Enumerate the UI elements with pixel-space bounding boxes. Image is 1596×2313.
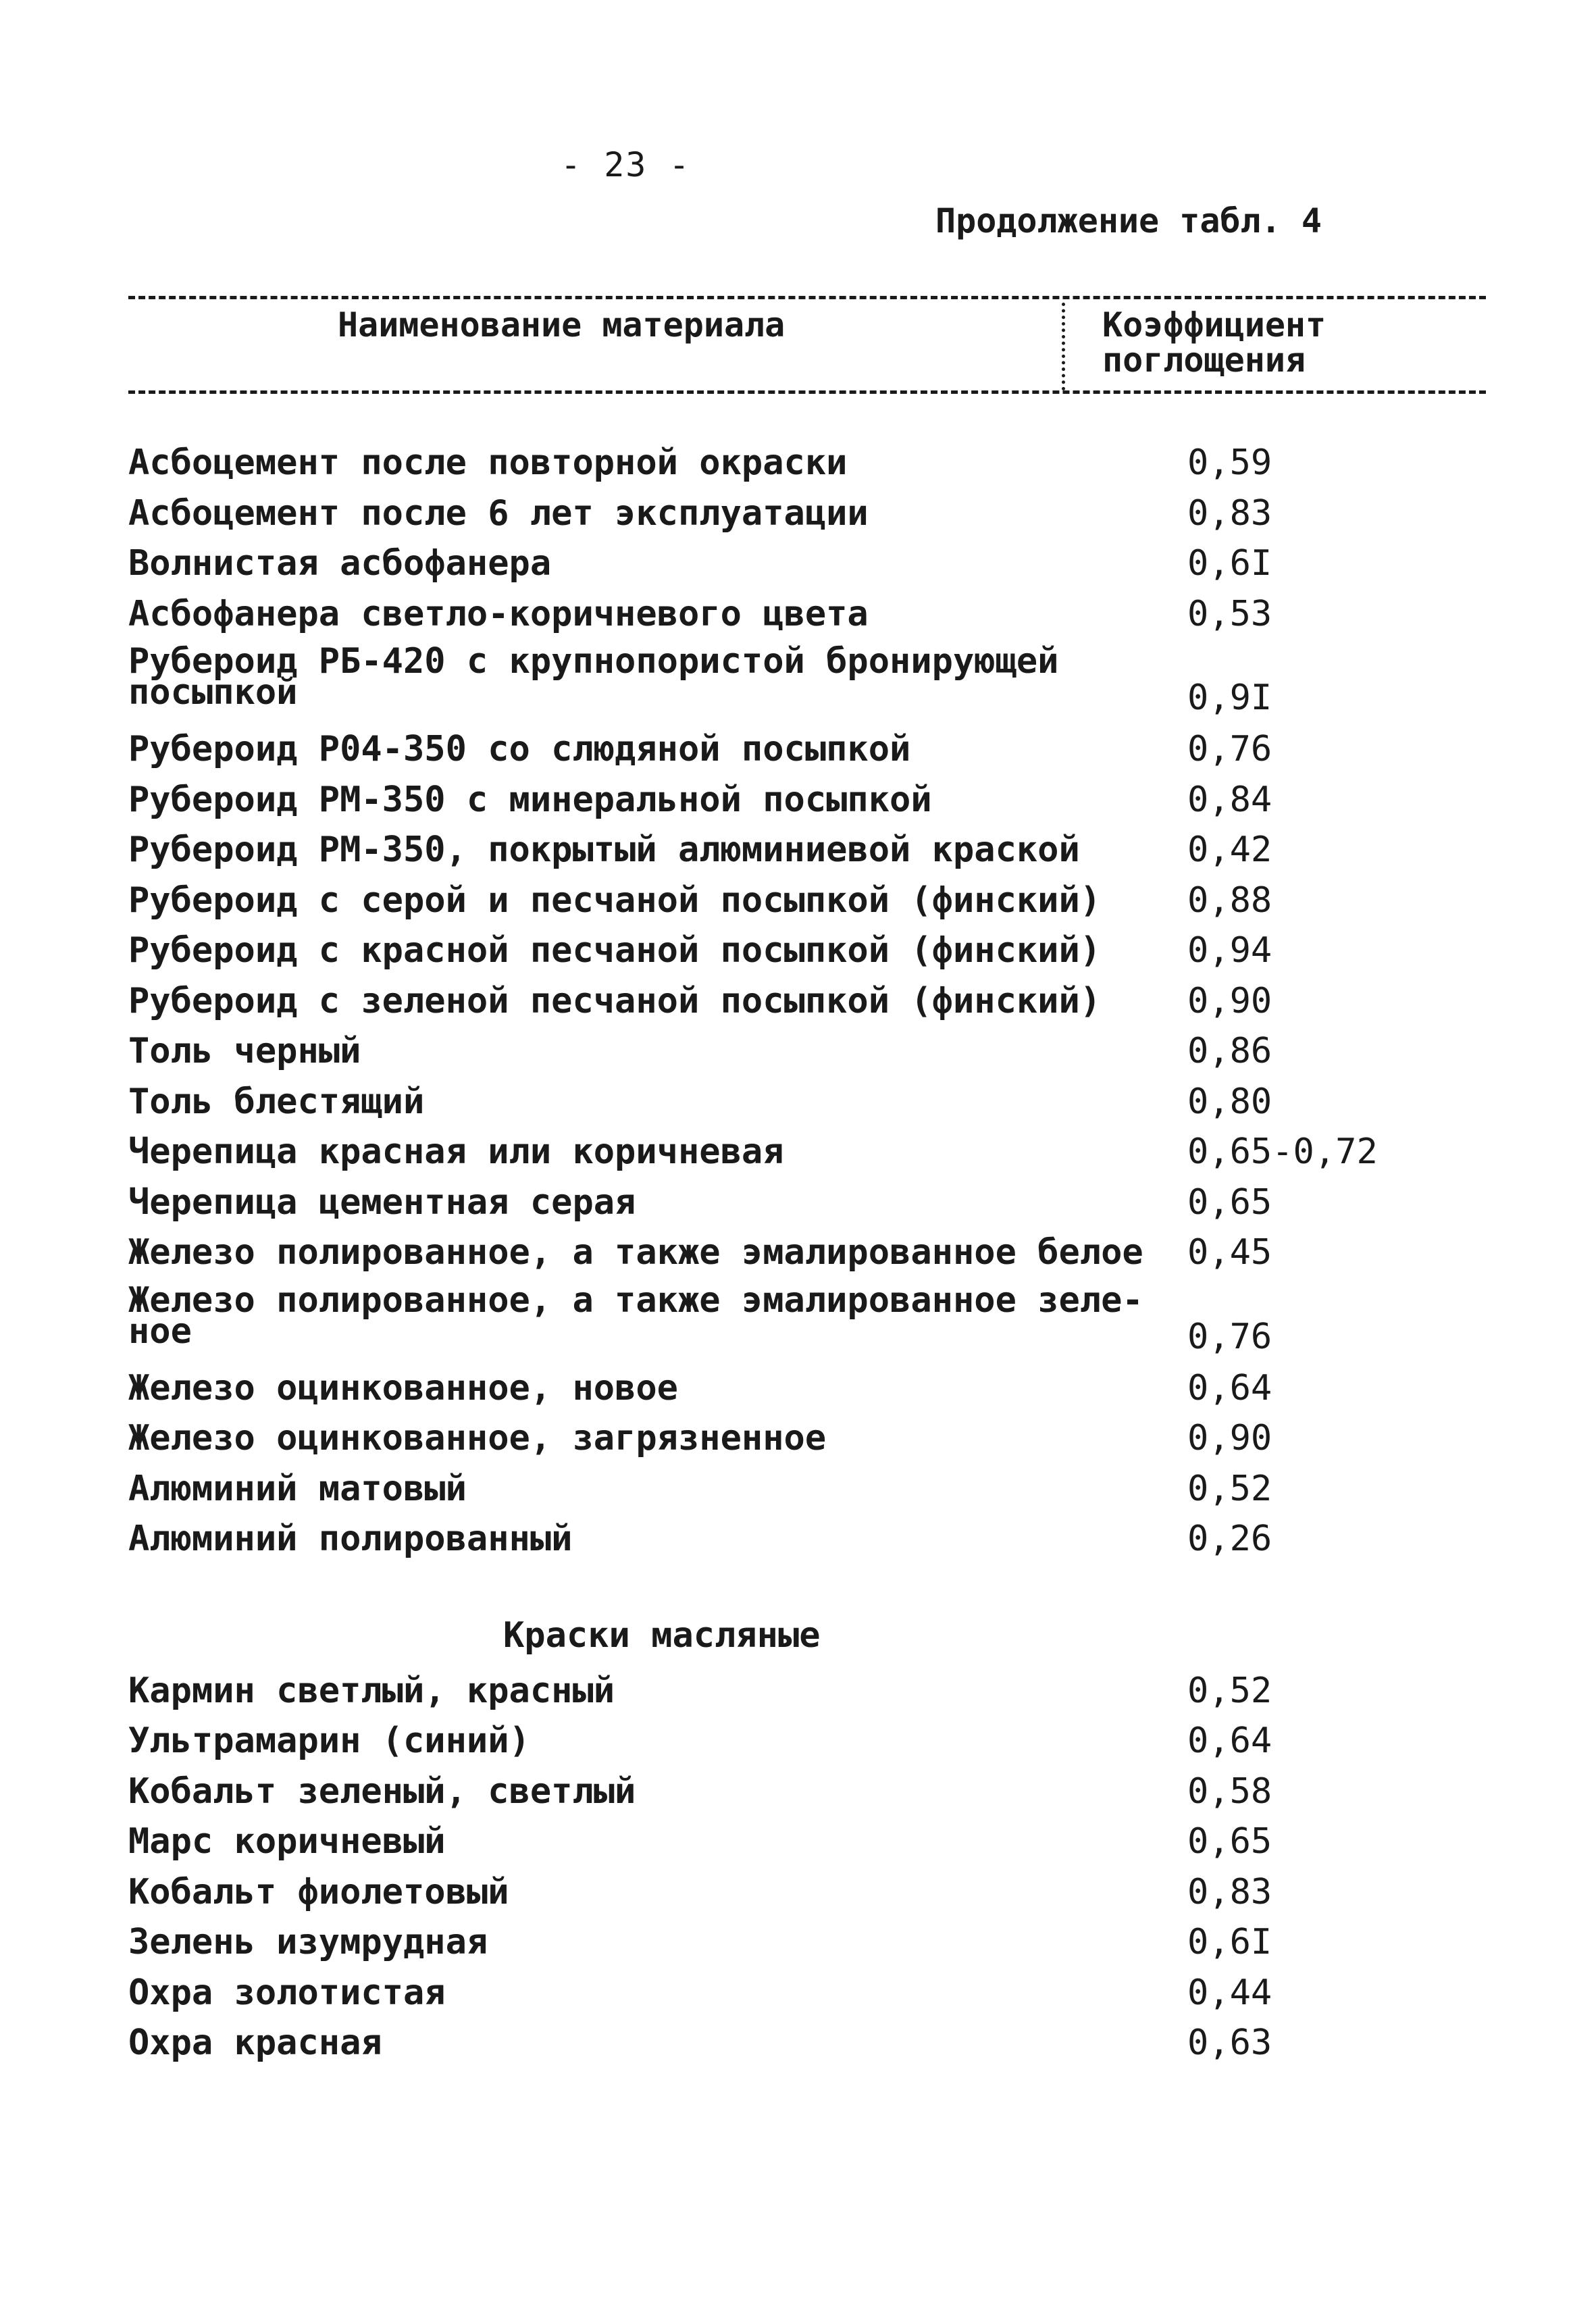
table-row xyxy=(128,825,1445,875)
absorption-value: 0,76 xyxy=(1187,1316,1272,1357)
material-name: Толь блестящий xyxy=(128,1081,425,1122)
table-row xyxy=(128,538,1445,589)
table-row xyxy=(128,1514,1445,1565)
table-row xyxy=(128,488,1445,539)
table-row xyxy=(128,1716,1445,1766)
absorption-value: 0,59 xyxy=(1187,442,1272,483)
material-name: Железо полированное, а также эмалированное зеле-ное xyxy=(128,1279,1143,1352)
table-row xyxy=(128,925,1445,976)
absorption-value: 0,86 xyxy=(1187,1031,1272,1071)
absorption-value: 0,64 xyxy=(1187,1721,1272,1761)
absorption-value: 0,58 xyxy=(1187,1771,1272,1812)
table-row xyxy=(128,1816,1445,1867)
material-name: Алюминий полированный xyxy=(128,1519,573,1559)
material-name: Рубероид РБ-420 с крупнопористой бронирующей посыпкой xyxy=(128,641,1059,713)
material-name: Рубероид РМ-350 с минеральной посыпкой xyxy=(128,779,932,820)
absorption-value: 0,65-0,72 xyxy=(1187,1132,1378,1172)
material-name: Алюминий матовый xyxy=(128,1468,467,1509)
material-name: Кармин светлый, красный xyxy=(128,1670,615,1711)
material-name: Черепица красная или коричневая xyxy=(128,1132,784,1172)
table-row xyxy=(128,1077,1445,1127)
material-name: Кобальт зеленый, светлый xyxy=(128,1771,636,1812)
material-name: Рубероид с красной песчаной посыпкой (финский) xyxy=(128,930,1102,971)
table-row xyxy=(128,724,1445,775)
absorption-value: 0,6I xyxy=(1187,1922,1272,1962)
table-body xyxy=(128,438,1445,2068)
material-name: Черепица цементная серая xyxy=(128,1181,636,1223)
absorption-value: 0,83 xyxy=(1187,1871,1272,1912)
table-row xyxy=(128,976,1445,1027)
table-row xyxy=(128,639,1445,724)
absorption-value: 0,90 xyxy=(1187,980,1272,1021)
absorption-value: 0,63 xyxy=(1187,2023,1272,2063)
material-name: Рубероид Р04-350 со слюдяной посыпкой xyxy=(128,729,911,769)
column-header-coefficient xyxy=(1102,307,1326,378)
material-name: Асбоцемент после повторной окраски xyxy=(128,442,848,483)
absorption-value: 0,83 xyxy=(1187,492,1272,534)
absorption-value: 0,84 xyxy=(1187,779,1272,820)
column-header-coefficient-line2: поглощения xyxy=(1102,340,1306,380)
absorption-value: 0,65 xyxy=(1187,1821,1272,1862)
absorption-value: 0,44 xyxy=(1187,1972,1272,2013)
material-name: Асбоцемент после 6 лет эксплуатации xyxy=(128,492,869,534)
column-header-material: Наименование материала xyxy=(338,305,786,345)
material-name: Кобальт фиолетовый xyxy=(128,1871,509,1912)
material-name: Рубероид РМ-350, покрытый алюминиевой краской xyxy=(128,830,1080,870)
absorption-value: 0,76 xyxy=(1187,729,1272,769)
absorption-value: 0,80 xyxy=(1187,1081,1272,1122)
absorption-value: 0,88 xyxy=(1187,880,1272,921)
section-title: Краски масляные xyxy=(503,1615,821,1656)
absorption-value: 0,9I xyxy=(1187,678,1272,718)
header-column-separator xyxy=(1062,303,1065,390)
header-bottom-rule xyxy=(128,390,1486,394)
absorption-value: 0,26 xyxy=(1187,1519,1272,1559)
material-name: Рубероид с серой и песчаной посыпкой (финский) xyxy=(128,880,1102,921)
material-name: Железо оцинкованное, загрязненное xyxy=(128,1418,827,1458)
material-name: Асбофанера светло-коричневого цвета xyxy=(128,593,869,634)
page-number: - 23 - xyxy=(561,145,691,184)
table-row xyxy=(128,589,1445,640)
table-row xyxy=(128,1026,1445,1077)
absorption-value: 0,42 xyxy=(1187,830,1272,870)
table-row xyxy=(128,775,1445,825)
absorption-value: 0,6I xyxy=(1187,543,1272,584)
absorption-value: 0,53 xyxy=(1187,593,1272,634)
table-row xyxy=(128,1867,1445,1918)
table-row xyxy=(128,1127,1445,1177)
table-row xyxy=(128,2018,1445,2068)
material-name: Марс коричневый xyxy=(128,1821,446,1862)
table-row xyxy=(128,1464,1445,1515)
absorption-value: 0,64 xyxy=(1187,1367,1272,1408)
table-row xyxy=(128,875,1445,926)
table-row xyxy=(128,1177,1445,1228)
table-row xyxy=(128,1227,1445,1278)
table-row xyxy=(128,438,1445,488)
material-name: Зелень изумрудная xyxy=(128,1922,488,1962)
material-name: Рубероид с зеленой песчаной посыпкой (финский) xyxy=(128,980,1102,1021)
absorption-value: 0,52 xyxy=(1187,1468,1272,1509)
material-name: Железо полированное, а также эмалированное белое xyxy=(128,1232,1143,1273)
table-row xyxy=(128,1363,1445,1414)
material-name: Волнистая асбофанера xyxy=(128,543,552,584)
material-name: Ультрамарин (синий) xyxy=(128,1721,530,1761)
material-name: Охра красная xyxy=(128,2023,382,2063)
material-name: Железо оцинкованное, новое xyxy=(128,1367,678,1408)
table-row xyxy=(128,1666,1445,1717)
absorption-value: 0,94 xyxy=(1187,930,1272,971)
header-top-rule xyxy=(128,296,1486,299)
absorption-value: 0,65 xyxy=(1187,1181,1272,1223)
absorption-value: 0,90 xyxy=(1187,1418,1272,1458)
absorption-value: 0,52 xyxy=(1187,1670,1272,1711)
table-row xyxy=(128,1278,1445,1363)
table-row xyxy=(128,1968,1445,2018)
table-row xyxy=(128,1413,1445,1464)
table-row xyxy=(128,1917,1445,1968)
material-name: Толь черный xyxy=(128,1031,361,1071)
absorption-value: 0,45 xyxy=(1187,1232,1272,1273)
material-name: Охра золотистая xyxy=(128,1972,446,2013)
table-row xyxy=(128,1766,1445,1817)
column-header-coefficient-line1: Коэффициент xyxy=(1102,305,1327,345)
table-continuation-label: Продолжение табл. 4 xyxy=(935,201,1322,240)
